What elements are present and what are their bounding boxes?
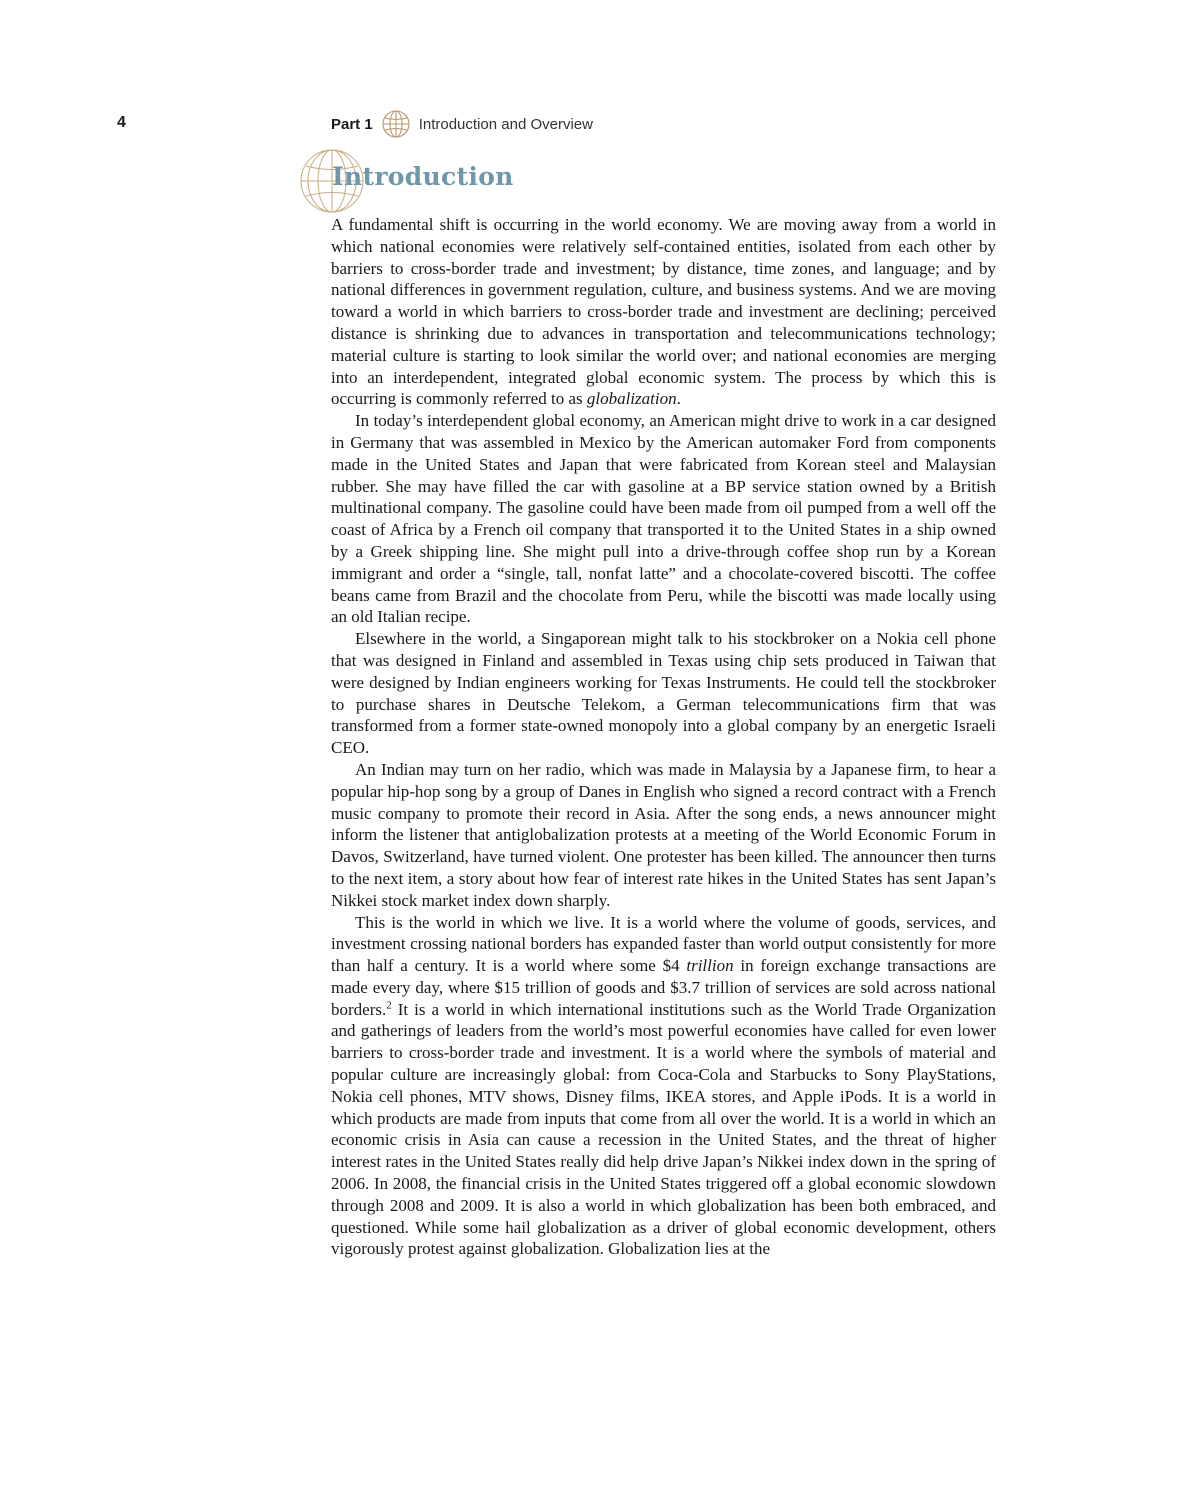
emphasis-term: globalization [586,389,677,409]
section-heading-block [297,146,597,216]
footnote-marker[interactable]: 2 [386,999,392,1012]
part-label: Part 1 [331,115,373,133]
paragraph: Elsewhere in the world, a Singaporean might talk to his stockbroker on a Nokia cell phone that was designed in Finland and assembled in Texas using chip sets produced in Taiwan that were designed by Indian engineers working for Texas Instruments. He could tell the stockbroker to purchase shares in Deutsche Telekom, a German telecommunications firm that was transformed from a former state-owned monopoly into a global company by an energetic Israeli CEO. [331,629,996,758]
body-text [331,214,996,1260]
running-head [331,109,593,139]
paragraph: In today’s interdependent global economy, an American might drive to work in a car designed in Germany that was assembled in Mexico by the American automaker Ford from components made in the United States and Japan that were fabricated from Korean steel and Malaysian rubber. She may have filled the car with gasoline at a BP service station owned by a British multinational company. The gasoline could have been made from oil pumped from a well off the coast of Africa by a French oil company that transported it to the United States in a ship owned by a Greek shipping line. She might pull into a drive-through coffee shop run by a Korean immigrant and order a “single, tall, nonfat latte” and a chocolate-covered biscotti. The coffee beans came from Brazil and the chocolate from Peru, while the biscotti was made locally using an old Italian recipe. [331,411,996,627]
section-heading: Introduction [332,162,514,191]
emphasis-term: trillion [686,956,734,976]
paragraph: A fundamental shift is occurring in the world economy. We are moving away from a world in which national economies were relatively self-contained entities, isolated from each other by barriers to cross-border trade and investment; by distance, time zones, and language; and by national differences in government regulation, culture, and business systems. And we are moving toward a world in which barriers to cross-border trade and investment are declining; perceived distance is shrinking due to advances in transportation and telecommunications technology; material culture is starting to look similar the world over; and national economies are merging into an interdependent, integrated global economic system. The process by which this is occurring is commonly referred to as globalization. [331,215,996,409]
paragraph: An Indian may turn on her radio, which was made in Malaysia by a Japanese firm, to hear a popular hip-hop song by a group of Danes in English who signed a record contract with a French music company to promote their record in Asia. After the song ends, a news announcer might inform the listener that antiglobalization protests at a meeting of the World Economic Forum in Davos, Switzerland, have turned violent. One protester has been killed. The announcer then turns to the next item, a story about how fear of interest rate hikes in the United States has sent Japan’s Nikkei stock market index down sharply. [331,759,996,910]
globe-icon [381,109,411,139]
page-number: 4 [117,114,126,131]
paragraph: This is the world in which we live. It is a world where the volume of goods, services, and investment crossing national borders has expanded faster than world output consistently for more than half a century. It is a world where some $4 trillion in foreign exchange transactions are made every day, where $15 trillion of goods and $3.7 trillion of services are sold across national borders.$^2$ It is a world in which international institutions such as the World Trade Organization and gatherings of leaders from the world’s most powerful economies have called for even lower barriers to cross-border trade and investment. It is a world where the symbols of material and popular culture are increasingly global: from Coca-Cola and Starbucks to Sony PlayStations, Nokia cell phones, MTV shows, Disney films, IKEA stores, and Apple iPods. It is a world in which products are made from inputs that come from all over the world. It is a world in which an economic crisis in Asia can cause a recession in the United States, and the threat of higher interest rates in the United States really did help drive Japan’s Nikkei index down in the spring of 2006. In 2008, the financial crisis in the United States triggered off a global economic slowdown through 2008 and 2009. It is also a world in which globalization has been both embraced, and questioned. While some hail globalization as a driver of global economic development, others vigorously protest against globalization. Globalization lies at the [331,912,996,1259]
running-head-title: Introduction and Overview [418,115,593,133]
